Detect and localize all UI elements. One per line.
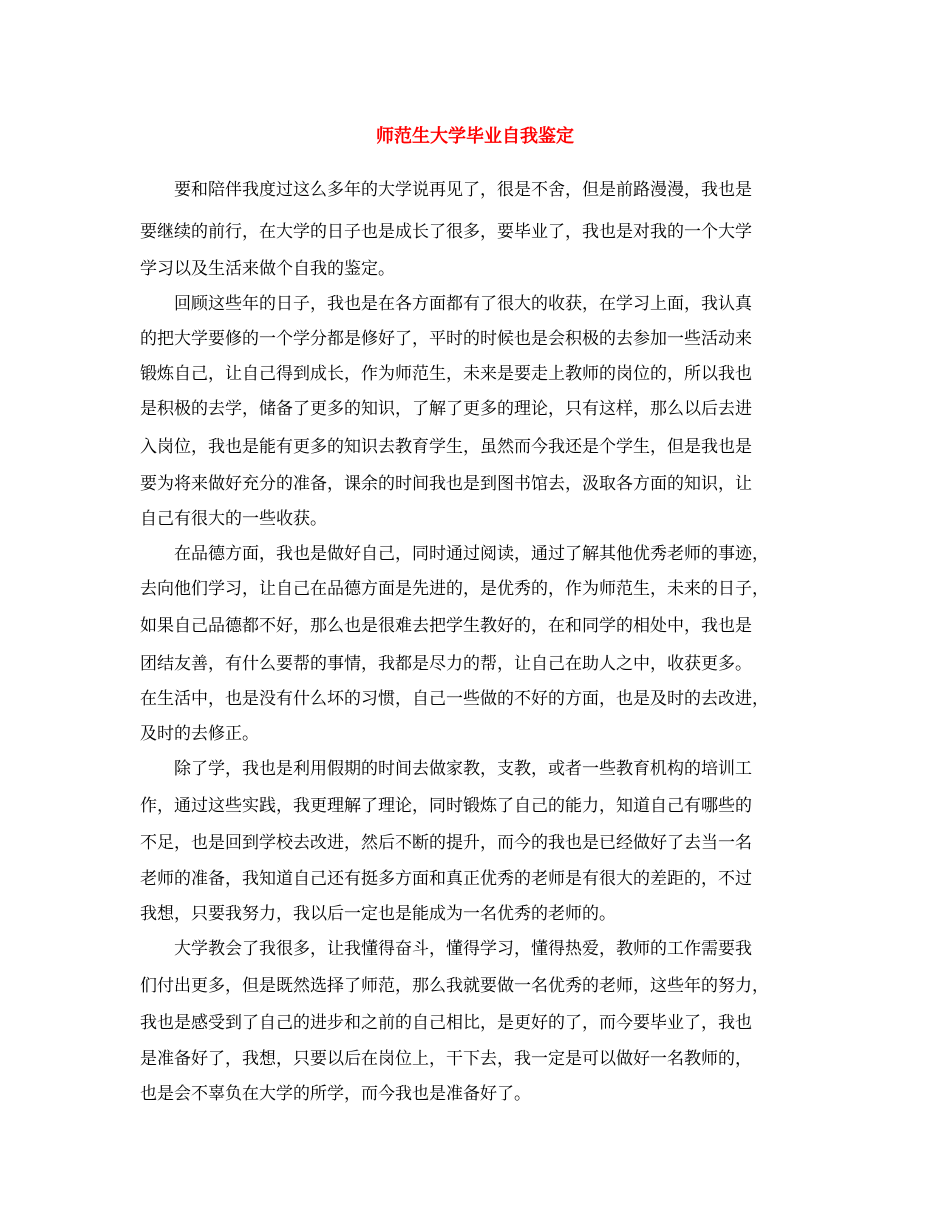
document-title: 师范生大学毕业自我鉴定 — [376, 126, 574, 147]
body-line: 除了学，我也是利用假期的时间去做家教，支教，或者一些教育机构的培训工 — [140, 759, 752, 779]
body-line: 要和陪伴我度过这么多年的大学说再见了，很是不舍，但是前路漫漫，我也是 — [140, 180, 752, 200]
body-line: 大学教会了我很多，让我懂得奋斗，懂得学习，懂得热爱，教师的工作需要我 — [140, 939, 752, 959]
body-line: 及时的去修正。 — [140, 724, 259, 744]
body-line: 们付出更多，但是既然选择了师范，那么我就要做一名优秀的老师，这些年的努力， — [140, 976, 769, 996]
body-line: 我也是感受到了自己的进步和之前的自己相比，是更好的了，而今要毕业了，我也 — [140, 1013, 752, 1033]
body-line: 去向他们学习，让自己在品德方面是先进的，是优秀的，作为师范生，未来的日子， — [140, 579, 769, 599]
body-line: 如果自己品德都不好，那么也是很难去把学生教好的，在和同学的相处中，我也是 — [140, 616, 752, 636]
body-line: 作，通过这些实践，我更理解了理论，同时锻炼了自己的能力，知道自己有哪些的 — [140, 796, 752, 816]
body-line: 要继续的前行，在大学的日子也是成长了很多，要毕业了，我也是对我的一个大学 — [140, 222, 752, 242]
body-line: 是积极的去学，储备了更多的知识，了解了更多的理论，只有这样，那么以后去进 — [140, 399, 752, 419]
body-line: 的把大学要修的一个学分都是修好了，平时的时候也是会积极的去参加一些活动来 — [140, 329, 752, 349]
body-line: 回顾这些年的日子，我也是在各方面都有了很大的收获，在学习上面，我认真 — [140, 294, 752, 314]
body-line: 在生活中，也是没有什么坏的习惯，自己一些做的不好的方面，也是及时的去改进， — [140, 689, 769, 709]
body-line: 锻炼自己，让自己得到成长，作为师范生，未来是要走上教师的岗位的，所以我也 — [140, 364, 752, 384]
body-line: 团结友善，有什么要帮的事情，我都是尽力的帮，让自己在助人之中，收获更多。 — [140, 654, 752, 674]
body-line: 也是会不辜负在大学的所学，而今我也是准备好了。 — [140, 1084, 531, 1104]
body-line: 我想，只要我努力，我以后一定也是能成为一名优秀的老师的。 — [140, 904, 616, 924]
body-line: 是准备好了，我想，只要以后在岗位上，干下去，我一定是可以做好一名教师的， — [140, 1049, 752, 1069]
body-line: 入岗位，我也是能有更多的知识去教育学生，虽然而今我还是个学生，但是我也是 — [140, 437, 752, 457]
body-line: 不足，也是回到学校去改进，然后不断的提升，而今的我也是已经做好了去当一名 — [140, 833, 752, 853]
body-line: 自己有很大的一些收获。 — [140, 509, 327, 529]
body-line: 在品德方面，我也是做好自己，同时通过阅读，通过了解其他优秀老师的事迹， — [140, 544, 769, 564]
body-line: 老师的准备，我知道自己还有挺多方面和真正优秀的老师是有很大的差距的，不过 — [140, 869, 752, 889]
body-line: 要为将来做好充分的准备，课余的时间我也是到图书馆去，汲取各方面的知识，让 — [140, 474, 752, 494]
body-line: 学习以及生活来做个自我的鉴定。 — [140, 259, 395, 279]
